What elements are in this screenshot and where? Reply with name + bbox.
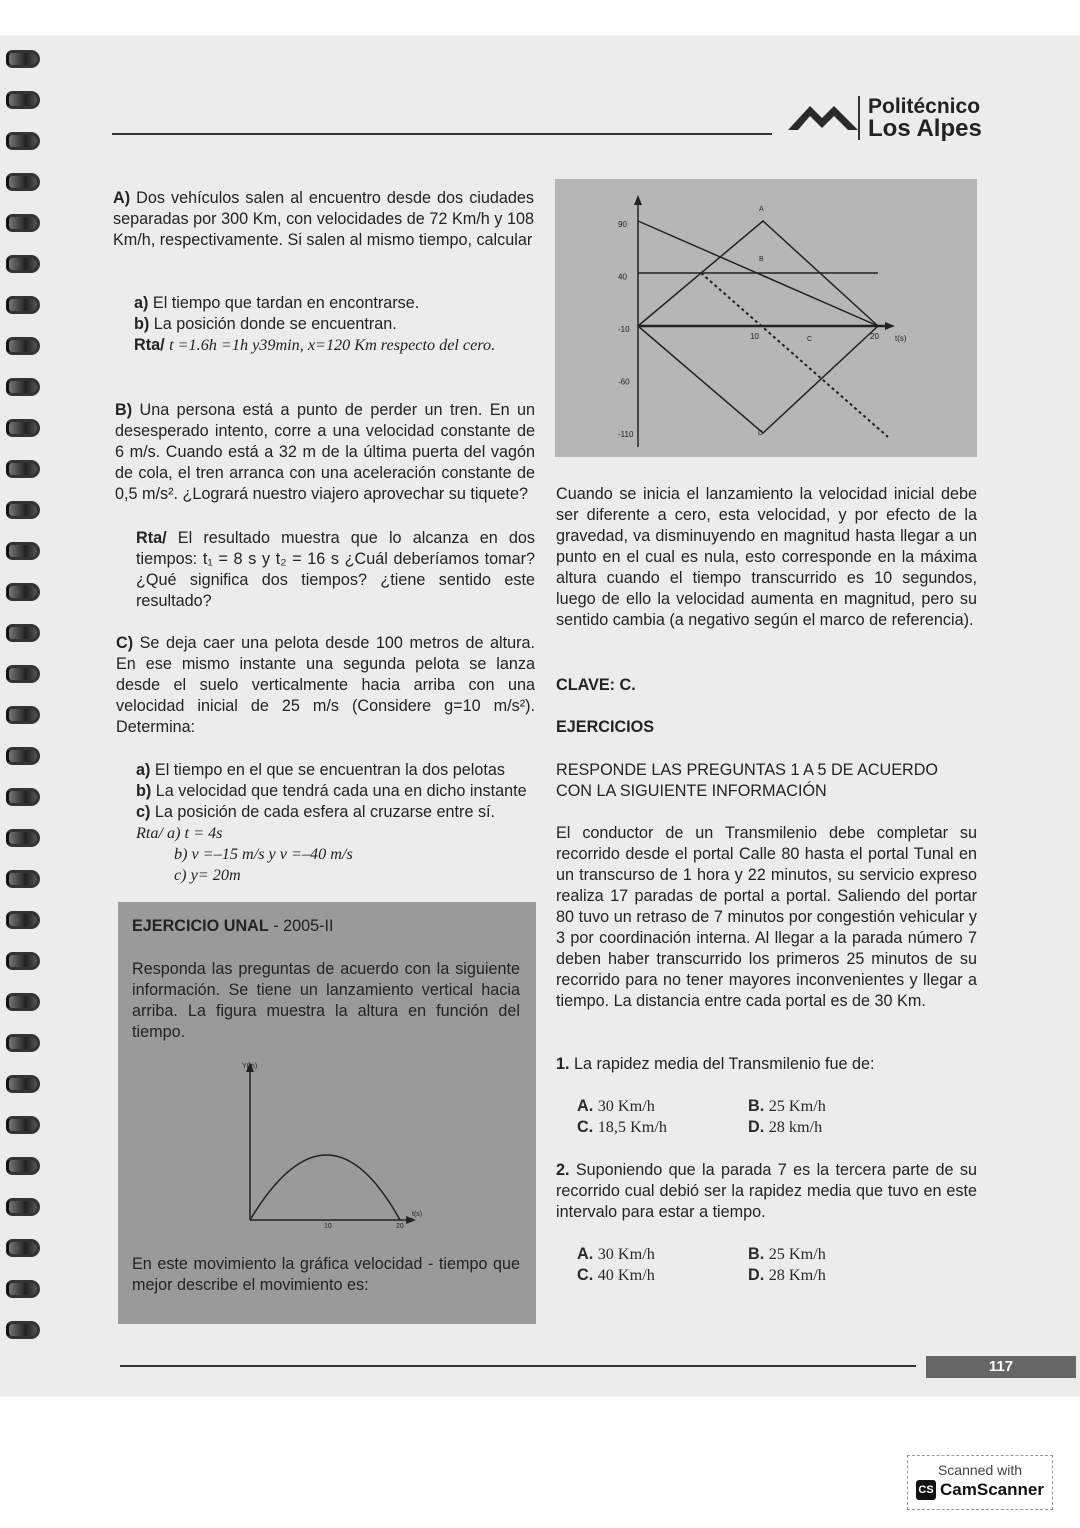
spiral-coil <box>6 1075 40 1093</box>
x-tick-label: 10 <box>750 332 759 341</box>
section-c-item-b: La velocidad que tendrá cada una en dicho instante <box>155 782 527 800</box>
section-b-rta-label: Rta/ <box>136 529 167 547</box>
question-1 <box>556 1054 977 1075</box>
brand-line2: Los Alpes <box>868 115 982 142</box>
x-axis-label: t(s) <box>895 334 907 343</box>
section-c-rta-c: c) y= 20m <box>174 866 241 884</box>
annotation-A: A <box>759 206 764 213</box>
graph-xlabel: t(s) <box>412 1211 423 1218</box>
ejercicios-text: EJERCICIOS <box>556 718 655 736</box>
spiral-coil <box>6 132 40 150</box>
spiral-coil <box>6 1157 40 1175</box>
brand-line1: Politécnico <box>868 95 981 118</box>
spiral-coil <box>6 1034 40 1052</box>
page-number: 117 <box>926 1356 1076 1378</box>
spiral-coil <box>6 1198 40 1216</box>
explanation-paragraph: Cuando se inicia el lanzamiento la velocidad inicial debe ser diferente a cero, esta velocidad, y por efecto de la gravedad, va disminuyendo en magnitud hasta llegar a un punto en el cual es nula, esto corresponde en la máxima altura cuando el tiempo transcurrido es 10 segundos, luego de ello la velocidad aumenta en magnitud, pero su sentido cambia (a negativo según el marco de referencia). <box>556 485 977 629</box>
section-a-items: a) El tiempo que tardan en encontrarse. b) La posición donde se encuentran. Rta/ t =1.6h =1h y39min, x=120 Km respecto del cero. <box>134 294 496 354</box>
unal-subtitle: - 2005-II <box>268 917 334 935</box>
section-b-text: Una persona está a punto de perder un tren. En un desesperado intento, corre a una velocidad constante de 6 m/s. Cuando está a 32 m de la última puerta del vagón de cola, el tren arranca con una aceleración constante de 0,5 m/s². ¿Logrará nuestro viajero aprovechar su tiquete? <box>115 401 535 503</box>
section-c-text: Se deja caer una pelota desde 100 metros de altura. En ese mismo instante una segunda pelota se lanza desde el suelo verticalmente hacia arriba con una velocidad inicial de 25 m/s (Considere g=10 m/s²). Determina: <box>116 634 535 736</box>
graph-tick-20: 20 <box>396 1223 404 1230</box>
question-2-number: 2. <box>556 1161 570 1179</box>
spiral-coil <box>6 870 40 888</box>
spiral-coil <box>6 501 40 519</box>
y-tick-label: 90 <box>618 220 627 229</box>
spiral-coil <box>6 747 40 765</box>
question-1-number: 1. <box>556 1055 570 1073</box>
spiral-coil <box>6 542 40 560</box>
unal-title <box>132 916 522 937</box>
section-a-text: Dos vehículos salen al encuentro desde dos ciudades separadas por 300 Km, con velocidades de 72 Km/h y 108 Km/h, respectivamente. Si salen al mismo tiempo, calcular <box>113 189 535 249</box>
question-1-text: La rapidez media del Transmilenio fue de: <box>569 1055 875 1073</box>
watermark-line2: CamScanner <box>940 1480 1044 1499</box>
velocity-time-chart-box <box>555 179 977 457</box>
q2-option-d[interactable]: D. 28 Km/h <box>748 1266 826 1284</box>
q2-option-b[interactable]: B. 25 Km/h <box>748 1245 826 1263</box>
q1-option-a[interactable]: A. 30 Km/h <box>577 1097 655 1115</box>
section-c-items: a) El tiempo en el que se encuentran la dos pelotas b) La velocidad que tendrá cada una en dicho instante c) La posición de cada esfera al cruzarse entre sí. Rta/ a) t = 4s b) v =–15 m/s y v =–40 m/s c) y= 20m <box>136 760 536 886</box>
section-b-intro <box>115 400 535 505</box>
section-a-item-a: El tiempo que tardan en encontrarse. <box>152 294 420 312</box>
spiral-coil <box>6 173 40 191</box>
chart-x-arrow <box>885 322 895 330</box>
section-c-rta-a: Rta/ a) t = 4s <box>136 824 223 842</box>
section-b-label: B) <box>115 401 133 419</box>
spiral-coil <box>6 91 40 109</box>
camscanner-watermark <box>907 1455 1053 1510</box>
spiral-coil <box>6 1321 40 1339</box>
q1-option-b[interactable]: B. 25 Km/h <box>748 1097 826 1115</box>
height-time-graph <box>236 1060 436 1240</box>
section-a-rta: t =1.6h =1h y39min, x=120 Km respecto del cero. <box>169 336 496 354</box>
y-tick-label: 40 <box>618 272 627 282</box>
q2-option-c[interactable]: C. 40 Km/h <box>577 1266 655 1284</box>
y-tick-label: -110 <box>618 430 634 439</box>
unal-text2: En este movimiento la gráfica velocidad - tiempo que mejor describe el movimiento es: <box>132 1255 520 1294</box>
spiral-binding <box>2 50 44 1400</box>
y-tick-label: -60 <box>618 377 630 387</box>
ejercicios-heading <box>556 717 654 738</box>
section-c-rta-b: b) v =–15 m/s y v =–40 m/s <box>174 845 353 863</box>
section-c-intro <box>116 633 535 738</box>
q1-option-d[interactable]: D. 28 km/h <box>748 1118 823 1136</box>
spiral-coil <box>6 624 40 642</box>
section-c-item-c: La posición de cada esfera al cruzarse entre sí. <box>154 803 496 821</box>
section-b-rta <box>136 528 535 612</box>
camscanner-icon: CS <box>916 1480 936 1500</box>
spiral-coil <box>6 993 40 1011</box>
section-a-intro <box>113 188 534 251</box>
spiral-coil <box>6 1280 40 1298</box>
annotation-B: B <box>759 256 764 263</box>
section-a-label: A) <box>113 189 131 207</box>
footer-rule <box>120 1365 916 1367</box>
watermark-brand <box>908 1480 1052 1500</box>
brand-name <box>858 96 982 140</box>
spiral-coil <box>6 911 40 929</box>
annotation-C: C <box>807 336 813 343</box>
series-line-dotted <box>701 273 888 437</box>
spiral-coil <box>6 788 40 806</box>
spiral-coil <box>6 1239 40 1257</box>
spiral-coil <box>6 255 40 273</box>
q1-option-c[interactable]: C. 18,5 Km/h <box>577 1118 667 1136</box>
spiral-coil <box>6 337 40 355</box>
section-a-item-b: La posición donde se encuentran. <box>153 315 397 333</box>
spiral-coil <box>6 460 40 478</box>
unal-text1: Responda las preguntas de acuerdo con la siguiente información. Se tiene un lanzamiento vertical hacia arriba. La figura muestra la altura en función del tiempo. <box>132 960 520 1041</box>
section-a-rta-label: Rta/ <box>134 336 165 354</box>
spiral-coil <box>6 706 40 724</box>
question-2-text: Suponiendo que la parada 7 es la tercera parte de su recorrido cual debió ser la rapidez media que tuvo en este intervalo para estar a tiempo. <box>556 1161 977 1221</box>
annotation-D: D <box>758 430 764 437</box>
graph-tick-10: 10 <box>324 1223 332 1230</box>
spiral-coil <box>6 419 40 437</box>
y-tick-label: -10 <box>618 325 630 334</box>
section-c-item-a: El tiempo en el que se encuentran la dos pelotas <box>154 761 505 779</box>
chart-y-arrow <box>634 195 642 205</box>
spiral-coil <box>6 378 40 396</box>
graph-ylabel: Y(m) <box>242 1063 258 1070</box>
responde-instructions: RESPONDE LAS PREGUNTAS 1 A 5 DE ACUERDO CON LA SIGUIENTE INFORMACIÓN <box>556 761 939 800</box>
x-tick-label: 20 <box>870 332 879 341</box>
logo-icon <box>786 98 866 138</box>
spiral-coil <box>6 50 40 68</box>
spiral-coil <box>6 829 40 847</box>
section-c-label: C) <box>116 634 134 652</box>
series-line-D <box>638 326 878 433</box>
spiral-coil <box>6 665 40 683</box>
clave-text: CLAVE: C. <box>556 676 636 694</box>
clave <box>556 675 636 696</box>
spiral-coil <box>6 1116 40 1134</box>
header-rule <box>112 133 772 135</box>
spiral-coil <box>6 952 40 970</box>
conductor-paragraph: El conductor de un Transmilenio debe completar su recorrido desde el portal Calle 80 hasta el portal Tunal en un transcurso de 1 hora y 22 minutos, su servicio expreso realiza 17 paradas de portal a portal. Saliendo del portar 80 tuvo un retraso de 7 minutos por congestión vehicular y 3 por coordinación interna. Al llegar a la parada número 7 deben haber transcurrido los primeros 25 minutos de su recorrido para no tener mayores inconvenientes y llegar a tiempo. La distancia entre cada portal es de 30 Km. <box>556 824 977 1010</box>
unal-exercise-box <box>118 902 536 1324</box>
unal-title-text: EJERCICIO UNAL <box>132 917 269 935</box>
spiral-coil <box>6 214 40 232</box>
question-2 <box>556 1160 977 1223</box>
section-b-rta-text: El resultado muestra que lo alcanza en dos tiempos: t₁ = 8 s y t₂ = 16 s ¿Cuál deberíamos tomar? ¿Qué significa dos tiempos? ¿tiene sentido este resultado? <box>136 529 536 610</box>
spiral-coil <box>6 296 40 314</box>
spiral-coil <box>6 583 40 601</box>
watermark-line1: Scanned with <box>937 1462 1023 1478</box>
velocity-time-chart <box>555 179 977 457</box>
q2-option-a[interactable]: A. 30 Km/h <box>577 1245 655 1263</box>
